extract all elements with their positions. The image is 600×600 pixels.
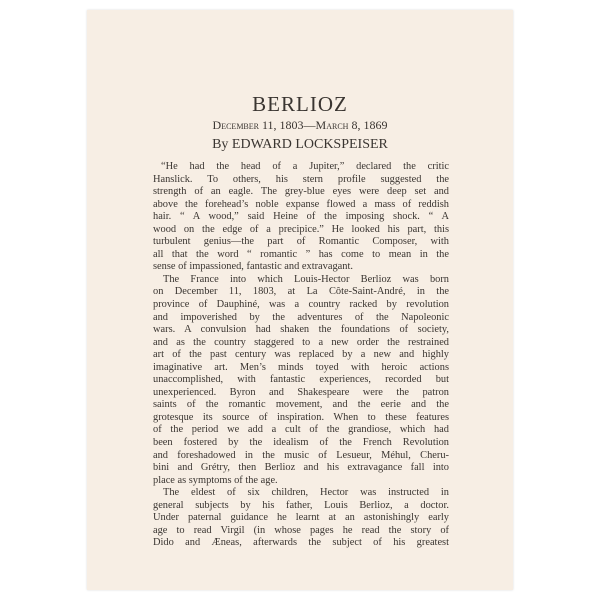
text-line: The France into which Louis-Hector Berlioz was born — [163, 273, 449, 285]
text-line: above the forehead’s noble expanse flowed a mass of reddish — [153, 198, 449, 210]
text-line: Dido and Æneas, afterwards the subject of his greatest — [153, 537, 449, 549]
text-line: saints of the romantic movement, and the eerie and the — [153, 399, 449, 411]
text-line: Hanslick. To others, his stern profile suggested the — [153, 173, 449, 185]
article-body — [153, 161, 449, 550]
text-line: wood on the edge of a precipice.” He looked his part, this — [153, 223, 449, 235]
text-line: art of the past century was replaced by a new and highly — [153, 349, 449, 361]
text-line: grotesque its source of inspiration. When to these features — [153, 411, 449, 423]
page-title: BERLIOZ — [252, 92, 348, 116]
text-line: place as symptoms of the age. — [153, 474, 278, 486]
text-line: all that the word “ romantic ” has come to mean in the — [153, 248, 449, 260]
text-line: been fostered by the idealism of the French Revolution — [153, 437, 449, 449]
text-line: imaginative art. Men’s minds toyed with heroic actions — [153, 361, 449, 373]
text-line: Under paternal guidance he learnt at an astonishingly early — [153, 512, 449, 524]
text-line: wars. A convulsion had shaken the foundations of society, — [153, 324, 449, 336]
text-line: and foreshadowed in the music of Lesueur, Méhul, Cheru- — [153, 449, 449, 461]
text-line: The eldest of six children, Hector was instructed in — [163, 487, 449, 499]
text-line: sense of impassioned, fantastic and extravagant. — [153, 261, 353, 273]
text-line: general subjects by his father, Louis Berlioz, a doctor. — [153, 499, 449, 511]
text-line: on December 11, 1803, at La Côte-Saint-André, in the — [153, 286, 449, 298]
text-line: and impoverished by the adventures of the Napoleonic — [153, 311, 449, 323]
text-line: of the period we add a cult of the grandiose, which had — [153, 424, 449, 436]
text-line: age to read Virgil (in whose pages he read the story of — [153, 524, 449, 536]
text-line: “He had the head of a Jupiter,” declared the critic — [161, 161, 449, 172]
text-line: bini and Grétry, then Berlioz and his extravagance fall into — [153, 462, 449, 474]
text-line: unaccomplished, with fantastic experiences, recorded but — [153, 374, 449, 386]
text-line: unexperienced. Byron and Shakespeare were the patron — [153, 386, 449, 398]
text-line: and as the country staggered to a new order the restrained — [153, 336, 449, 348]
life-dates: December 11, 1803—March 8, 1869 — [212, 118, 388, 132]
author-byline: By EDWARD LOCKSPEISER — [212, 137, 388, 152]
text-line: strength of an eagle. The grey-blue eyes were deep set and — [153, 186, 449, 198]
text-line: hair. “ A wood,” said Heine of the imposing shock. “ A — [153, 211, 449, 223]
text-line: turbulent genius—the part of Romantic Composer, with — [153, 236, 449, 248]
text-line: province of Dauphiné, was a country racked by revolution — [153, 299, 449, 311]
book-page — [87, 10, 513, 590]
